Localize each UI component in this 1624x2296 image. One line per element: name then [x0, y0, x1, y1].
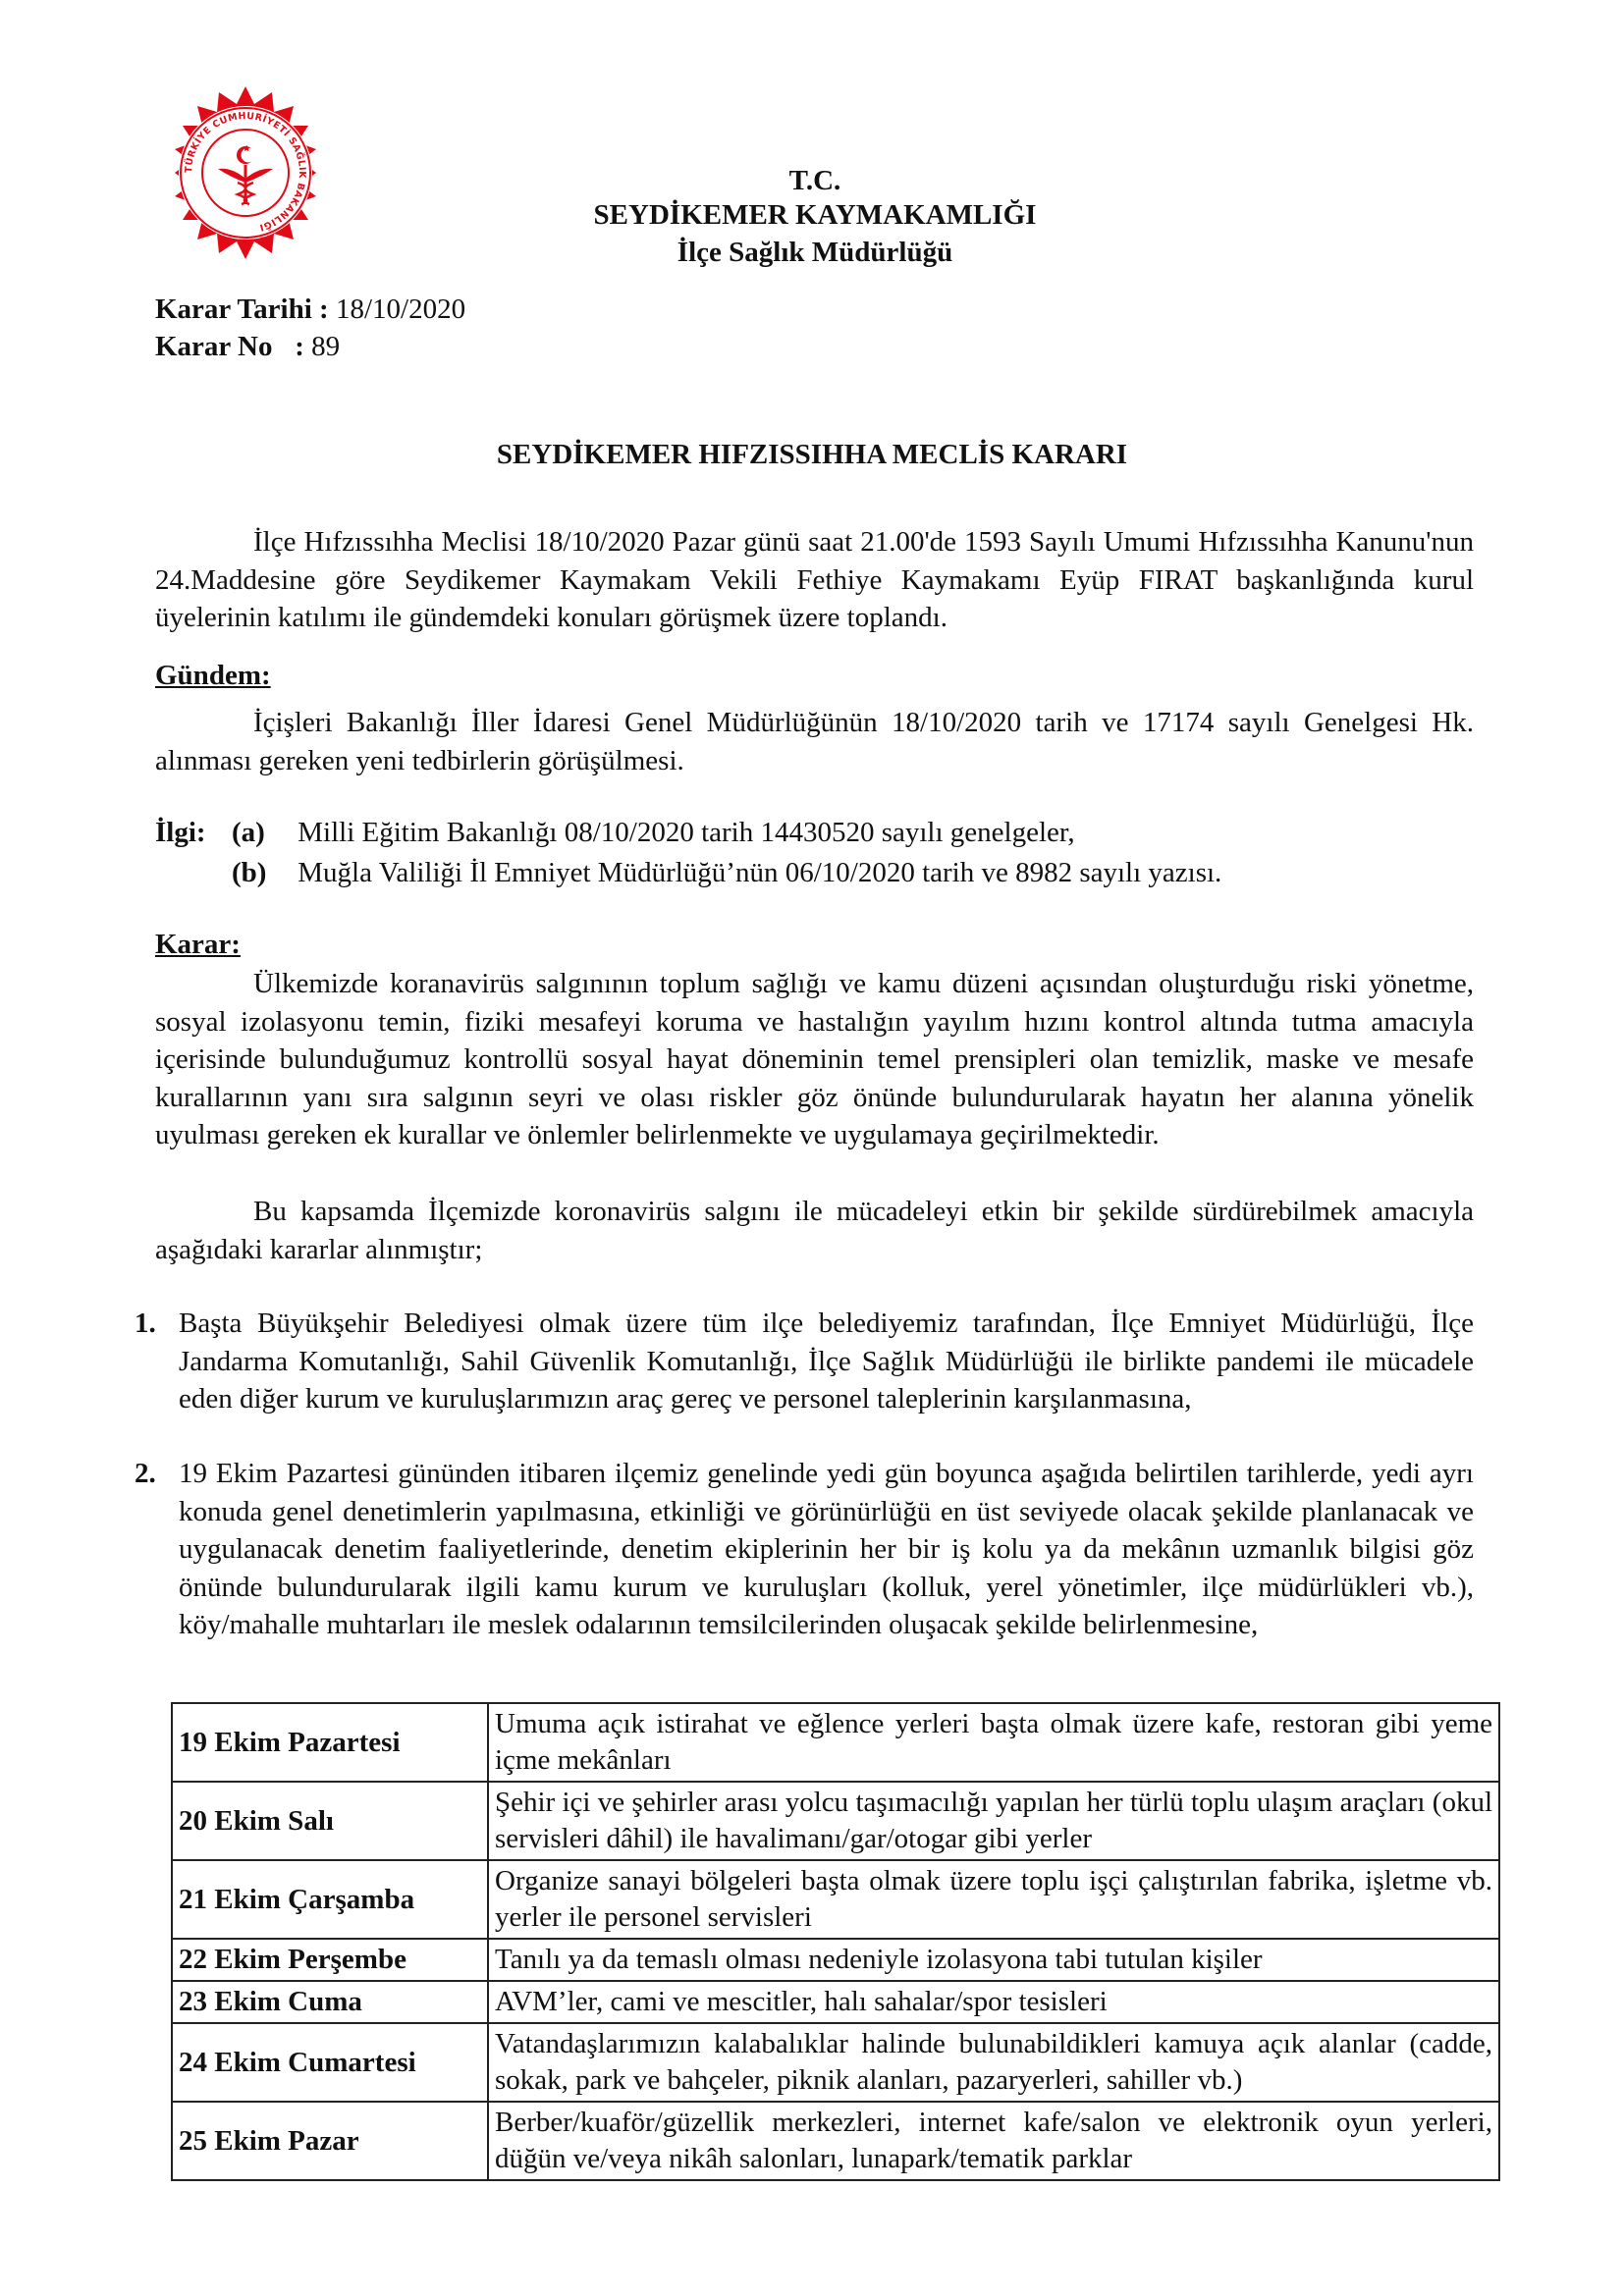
table-row	[172, 1981, 1499, 2023]
reference-a-text: Milli Eğitim Bakanlığı 08/10/2020 tarih 14430520 sayılı genelgeler,	[298, 817, 1075, 848]
decision-number-colon: :	[295, 331, 304, 362]
ministry-seal-icon	[157, 84, 334, 261]
reference-a	[155, 813, 1075, 853]
decision-paragraph-2: Bu kapsamda İlçemizde koronavirüs salgını ile mücadeleyi etkin bir şekilde sürdürebilmek amacıyla aşağıdaki kararlar alınmıştır;	[155, 1196, 1474, 1265]
document-title: SEYDİKEMER HIFZISSIHHA MECLİS KARARI	[496, 439, 1128, 470]
inspection-schedule-table	[171, 1702, 1500, 2181]
table-row	[172, 2102, 1499, 2180]
table-row	[172, 2023, 1499, 2102]
schedule-day: 22 Ekim Perşembe	[172, 1939, 488, 1981]
schedule-description: Tanılı ya da temaslı olması nedeniyle izolasyona tabi tutulan kişiler	[488, 1939, 1499, 1981]
schedule-description: Berber/kuaför/güzellik merkezleri, internet kafe/salon ve elektronik oyun yerleri, düğün ve/veya nikâh salonları, lunapark/tematik parklar	[488, 2102, 1499, 2180]
header-mudurluk: İlçe Sağlık Müdürlüğü	[677, 237, 953, 268]
header-tc: T.C.	[788, 165, 841, 196]
decision-number	[155, 328, 340, 365]
decision-number-label: Karar No	[155, 331, 273, 362]
decision-date-label: Karar Tarihi :	[155, 294, 329, 325]
decision-paragraph-1: Ülkemizde koranavirüs salgınının toplum sağlığı ve kamu düzeni açısından oluşturduğu riski yönetme, sosyal izolasyonu temin, fiziki mesafeyi koruma ve hastalığın yayılım hızını kontrol altında tutma amacıyla içerisinde bulunduğumuz kontrollü sosyal hayat döneminin temel prensipleri olan temizlik, maske ve mesafe kurallarının yanı sıra salgının seyri ve olası riskler göz önünde bulundurularak hayatın her alanına yönelik uyulması gereken ek kurallar ve önlemler belirlenmekte ve uygulamaya geçirilmektedir.	[155, 968, 1474, 1150]
decision-number-value: 89	[311, 331, 341, 362]
table-row	[172, 1703, 1499, 1782]
header-kaymakamlik: SEYDİKEMER KAYMAKAMLIĞI	[593, 199, 1037, 231]
agenda-text: İçişleri Bakanlığı İller İdaresi Genel Müdürlüğünün 18/10/2020 tarih ve 17174 sayılı Genelgesi Hk. alınması gereken yeni tedbirlerin görüşülmesi.	[155, 707, 1474, 776]
intro-paragraph: İlçe Hıfzıssıhha Meclisi 18/10/2020 Pazar günü saat 21.00'de 1593 Sayılı Umumi Hıfzıssıhha Kanunu'nun 24.Maddesine göre Seydikemer Kaymakam Vekili Fethiye Kaymakamı Eyüp FIRAT başkanlığında kurul üyelerinin katılımı ile gündemdeki konuları görüşmek üzere toplandı.	[155, 526, 1474, 633]
decision-date-value: 18/10/2020	[335, 294, 466, 325]
schedule-description: Umuma açık istirahat ve eğlence yerleri başta olmak üzere kafe, restoran gibi yeme içme mekânları	[488, 1703, 1499, 1782]
table-row	[172, 1782, 1499, 1860]
schedule-day: 21 Ekim Çarşamba	[172, 1860, 488, 1939]
reference-b-key: (b)	[232, 857, 267, 888]
list-item	[135, 1305, 1474, 1418]
reference-a-key: (a)	[232, 817, 265, 848]
table-row	[172, 1860, 1499, 1939]
reference-b-text: Muğla Valiliği İl Emniyet Müdürlüğü’nün 06/10/2020 tarih ve 8982 sayılı yazısı.	[298, 857, 1222, 888]
schedule-day: 24 Ekim Cumartesi	[172, 2023, 488, 2102]
schedule-description: Vatandaşlarımızın kalabalıklar halinde bulunabildikleri kamuya açık alanlar (cadde, sokak, park ve bahçeler, piknik alanları, pazaryerleri, sahiller vb.)	[488, 2023, 1499, 2102]
schedule-day: 20 Ekim Salı	[172, 1782, 488, 1860]
schedule-day: 23 Ekim Cuma	[172, 1981, 488, 2023]
schedule-day: 25 Ekim Pazar	[172, 2102, 488, 2180]
table-row	[172, 1939, 1499, 1981]
list-item-text: Başta Büyükşehir Belediyesi olmak üzere tüm ilçe belediyemiz tarafından, İlçe Emniyet Müdürlüğü, İlçe Jandarma Komutanlığı, Sahil Güvenlik Komutanlığı, İlçe Sağlık Müdürlüğü ile birlikte pandemi ile mücadele eden diğer kurum ve kuruluşlarımızın araç gereç ve personel taleplerinin karşılanmasına,	[179, 1308, 1474, 1415]
schedule-description: AVM’ler, cami ve mescitler, halı sahalar/spor tesisleri	[488, 1981, 1499, 2023]
list-item-number: 1.	[135, 1308, 156, 1339]
svg-text:TÜRKİYE CUMHURİYETİ SAĞLIK BAK: TÜRKİYE CUMHURİYETİ SAĞLIK BAKANLIĞI	[183, 110, 308, 234]
list-item-text: 19 Ekim Pazartesi gününden itibaren ilçemiz genelinde yedi gün boyunca aşağıda belirtilen tarihlerde, yedi ayrı konuda genel denetimlerin yapılmasına, etkinliği ve görünürlüğü en üst seviyede olacak şekilde planlanacak ve uygulanacak denetim faaliyetlerinde, denetim ekiplerinin her bir iş kolu ya da mekânın uzmanlık bilgisi göz önünde bulundurularak ilgili kamu kurum ve kuruluşları (kolluk, yerel yönetimler, ilçe müdürlükleri vb.), köy/mahalle muhtarları ile meslek odalarının temsilcilerinden oluşacak şekilde belirlenmesine,	[179, 1458, 1474, 1640]
reference-label: İlgi:	[155, 817, 206, 848]
reference-b	[232, 853, 1221, 893]
agenda-heading: Gündem:	[155, 660, 271, 691]
decision-date	[155, 291, 465, 328]
list-item-number: 2.	[135, 1458, 156, 1489]
schedule-day: 19 Ekim Pazartesi	[172, 1703, 488, 1782]
schedule-description: Organize sanayi bölgeleri başta olmak üzere toplu işçi çalıştırılan fabrika, işletme vb. yerler ile personel servisleri	[488, 1860, 1499, 1939]
schedule-description: Şehir içi ve şehirler arası yolcu taşımacılığı yapılan her türlü toplu ulaşım araçları (okul servisleri dâhil) ile havalimanı/gar/otogar gibi yerler	[488, 1782, 1499, 1860]
ministry-seal-logo	[157, 84, 334, 261]
decision-heading: Karar:	[155, 929, 241, 960]
list-item	[135, 1455, 1474, 1644]
